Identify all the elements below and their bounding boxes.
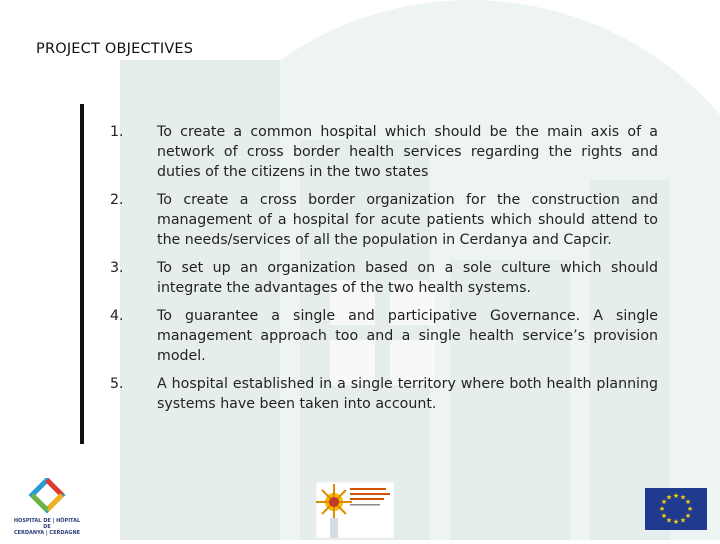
item-number: 2. [110,192,124,208]
item-number: 3. [110,260,124,276]
svg-text:★: ★ [679,516,687,525]
svg-text:★: ★ [684,512,692,520]
cooperation-logo [312,478,396,540]
svg-text:★: ★ [660,498,668,506]
cooperation-sun-logo-icon [312,478,396,540]
svg-text:★: ★ [686,505,694,513]
svg-text:★: ★ [660,512,668,520]
svg-text:★: ★ [658,505,666,513]
list-item [110,190,658,250]
diamond-logo-icon [10,478,84,518]
eu-flag-icon [645,488,707,530]
vertical-divider [80,104,84,444]
hospital-logo [10,478,84,538]
item-number: 5. [110,376,124,392]
svg-text:★: ★ [665,516,673,525]
list-item [110,306,658,366]
slide-title: PROJECT OBJECTIVES [36,41,194,57]
item-text: To create a cross border organization for the construction and management of a hospital for acute patients which should attend to the needs/services of all the population in Cerdanya and Capcir. [157,192,658,248]
list-item [110,122,658,182]
list-item [110,258,658,298]
item-text: A hospital established in a single territory where both health planning systems have been taken into account. [157,376,658,412]
svg-text:★: ★ [672,492,680,500]
objectives-list [110,122,658,422]
item-number: 1. [110,124,124,140]
item-text: To guarantee a single and participative Governance. A single management approach too and a single health service’s provision model. [157,308,658,364]
item-text: To set up an organization based on a sole culture which should integrate the advantages of the two health systems. [157,260,658,296]
svg-text:★: ★ [679,493,687,502]
hospital-logo-caption: HOSPITAL DE | HÔPITAL DE CERDANYA | CERDAGNE [13,518,81,536]
svg-text:★: ★ [684,498,692,506]
svg-text:★: ★ [672,518,680,526]
item-number: 4. [110,308,124,324]
item-text: To create a common hospital which should be the main axis of a network of cross border health services regarding the rights and duties of the citizens in the two states [157,124,658,180]
svg-text:★: ★ [665,493,673,502]
list-item [110,374,658,414]
